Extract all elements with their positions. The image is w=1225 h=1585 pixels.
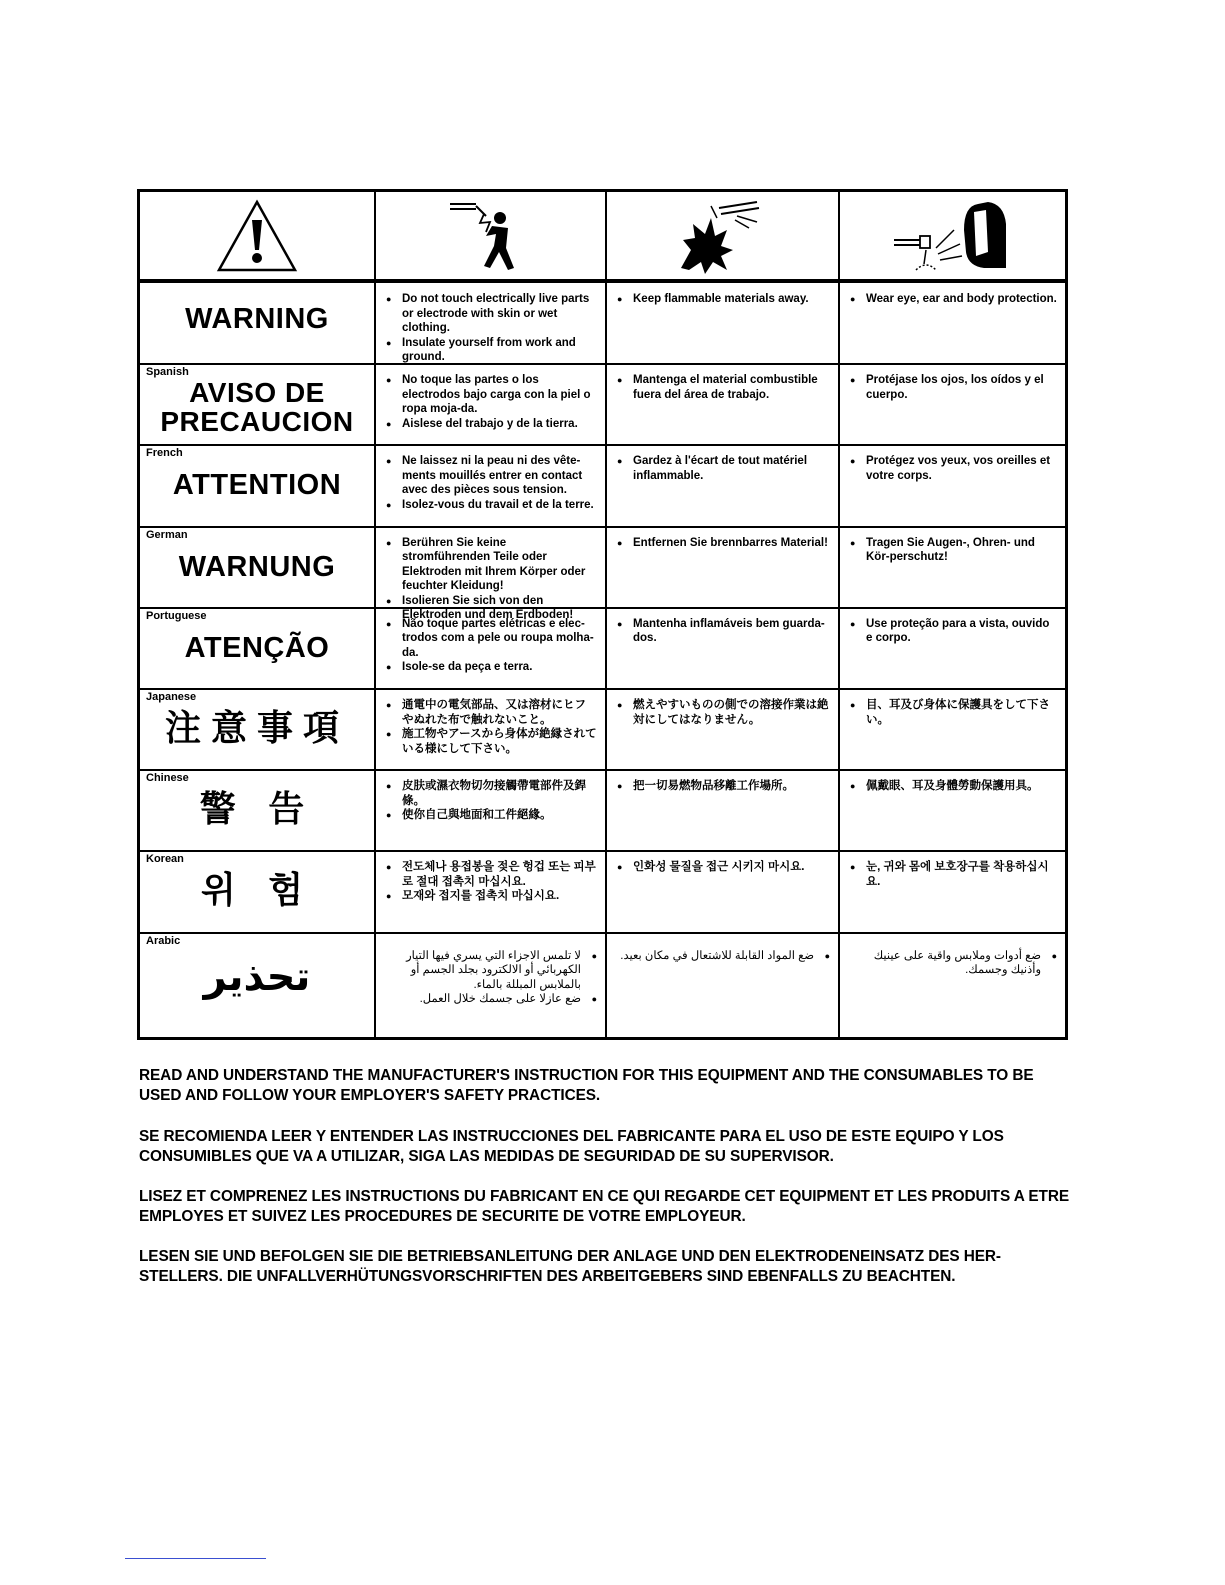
instruction-item: ● Gardez à l'écart de tout matériel inflammable. [617,454,830,483]
instruction-cell [376,689,605,770]
instruction-item: ● Insulate yourself from work and ground. [386,336,597,365]
instruction-item: ● Isole-se da peça e terra. [386,660,597,675]
warning-title: 위 험 [200,870,314,912]
language-title-cell [140,689,374,770]
instruction-cell [607,770,838,851]
instruction-paragraph: LISEZ ET COMPRENEZ LES INSTRUCTIONS DU FABRICANT EN CE QUI REGARDE CET EQUIPMENT ET LES PRODUITS A ETRE EMPLOYES ET SUIVEZ LES PROCEDURES DE SECURITE DE VOTRE EMPLOYEUR. [139,1188,1070,1225]
instruction-item: ● Do not touch electrically live parts or electrode with skin or wet clothing. [386,292,597,336]
instruction-list [617,860,830,875]
instruction-cell [840,364,1065,445]
warning-title: WARNING [185,303,329,335]
instruction-item: ● Isolez-vous du travail et de la terre. [386,498,597,513]
language-title-cell [140,608,374,689]
instruction-list [850,860,1057,889]
instruction-cell [607,445,838,526]
instruction-list [850,454,1057,483]
instruction-list [850,617,1057,646]
language-title-cell [140,527,374,608]
instruction-list [850,373,1057,402]
instruction-list [850,698,1057,727]
warning-triangle-icon-cell [140,192,374,280]
instruction-item: ● 施工物やアースから身体が絶縁されている様にして下さい。 [386,727,597,756]
instruction-item: ● 使你自己與地面和工件絕緣。 [386,808,597,823]
instruction-cell [840,851,1065,932]
instruction-cell [607,851,838,932]
instruction-cell [840,689,1065,770]
warning-title: ATTENTION [172,469,342,502]
fire-explosion-icon-cell [607,192,838,280]
instruction-item: ● Tragen Sie Augen-, Ohren- und Kör-perschutz! [850,536,1057,565]
instruction-item: ● Protéjase los ojos, los oídos y el cuerpo. [850,373,1057,402]
instruction-item: ● 佩戴眼、耳及身體勞動保護用具。 [850,779,1057,794]
instruction-list [850,949,1057,978]
instruction-item: ● Entfernen Sie brennbarres Material! [617,536,830,551]
language-title-cell [140,283,374,364]
instruction-cell [376,770,605,851]
instruction-list [386,373,597,431]
instruction-cell [607,283,838,364]
instruction-cell [376,445,605,526]
instruction-cell [840,527,1065,608]
instruction-list [617,779,830,794]
instruction-cell [607,689,838,770]
warning-title: ATENÇÃO [184,631,330,664]
instruction-item: ● Mantenha inflamáveis bem guarda-dos. [617,617,830,646]
instruction-list [617,292,830,307]
instruction-item: ● 通電中の電気部品、又は溶材にヒフやぬれた布で触れないこと。 [386,698,597,727]
instruction-item: ● ضع المواد القابلة للاشتعال في مكان بعيد. [617,949,830,964]
footer-divider [125,1558,266,1559]
language-label: Portuguese [146,609,207,622]
instruction-cell [376,851,605,932]
warning-title: 警 告 [199,789,315,831]
instruction-cell [840,283,1065,364]
instruction-item: ● لا تلمس الاجزاء التي يسري فيها التيار الكهربائي أو الالكترود بجلد الجسم أو بالملابس المبللة بالماء. [386,949,597,993]
instruction-item: ● 皮肤或濕衣物切勿接觸帶電部件及銲條。 [386,779,597,808]
instruction-item: ● Mantenga el material combustible fuera del área de trabajo. [617,373,830,402]
instruction-list [850,292,1057,307]
instruction-item: ● Isolieren Sie sich von den Elektroden und dem Erdboden! [386,594,597,623]
language-title-cell [140,445,374,526]
instruction-paragraph: READ AND UNDERSTAND THE MANUFACTURER'S INSTRUCTION FOR THIS EQUIPMENT AND THE CONSUMABLES TO BE USED AND FOLLOW YOUR EMPLOYER'S SAFETY PRACTICES. [139,1067,1034,1104]
instruction-list [617,698,830,727]
instruction-cell [607,933,838,1037]
warning-triangle-icon [215,198,299,274]
instruction-item: ● Não toque partes elétricas e elec-trodos com a pele ou roupa molha-da. [386,617,597,661]
instruction-item: ● Keep flammable materials away. [617,292,830,307]
language-label: Arabic [146,934,181,947]
instruction-cell [607,608,838,689]
instruction-cell [376,527,605,622]
instruction-list [850,779,1057,794]
warning-title: تحذير [203,954,311,999]
language-label: Chinese [146,772,189,785]
instruction-item: ● 전도체나 용접봉을 젖은 헝겁 또는 피부로 절대 접촉치 마십시요. [386,860,597,889]
instruction-paragraph: LESEN SIE UND BEFOLGEN SIE DIE BETRIEBSANLEITUNG DER ANLAGE UND DEN ELEKTRODENEINSATZ DES HER-STELLERS. DIE UNFALLVERHÜTUNGSVORSCHRIFTEN DES ARBEITGEBERS SIND EBENFALLS ZU BEACHTEN. [139,1248,1001,1285]
warning-title: AVISO DE PRECAUCION [160,377,354,438]
instruction-item: ● 目、耳及び身体に保護具をして下さい。 [850,698,1057,727]
instruction-item: ● Wear eye, ear and body protection. [850,292,1057,307]
instruction-list [386,779,597,823]
instruction-item: ● No toque las partes o los electrodos bajo carga con la piel o ropa moja-da. [386,373,597,417]
language-title-cell [140,770,374,851]
language-label: French [146,447,183,460]
instruction-item: ● ضع أدوات وملابس واقية على عينيك وأذنيك وجسمك. [850,949,1057,978]
language-title-cell [140,364,374,445]
instruction-item: ● Berühren Sie keine stromführenden Teile oder Elektroden mit Ihrem Körper oder feuchter Kleidung! [386,536,597,594]
instruction-list [386,292,597,365]
instruction-cell [607,364,838,445]
instruction-item: ● Use proteção para a vista, ouvido e corpo. [850,617,1057,646]
instruction-list [386,617,597,675]
warning-title: WARNUNG [178,550,336,583]
instruction-cell [840,608,1065,689]
language-title-cell [140,851,374,932]
fire-explosion-icon [677,196,769,276]
instruction-cell [376,364,605,445]
instruction-list [386,860,597,904]
face-shield-icon [888,196,1018,276]
language-label: Spanish [146,366,189,379]
instruction-item: ● 인화성 물질을 접근 시키지 마시요. [617,860,830,875]
language-label: German [146,528,188,541]
instruction-item: ● Aislese del trabajo y de la tierra. [386,417,597,432]
instruction-cell [840,445,1065,526]
instruction-list [617,949,830,964]
instruction-cell [840,770,1065,851]
instruction-list [617,373,830,402]
instruction-list [617,617,830,646]
electric-shock-icon-cell [376,192,605,280]
instruction-cell [607,527,838,608]
safety-warning-table [137,189,1068,1040]
instruction-cell [376,933,605,1037]
instruction-list [617,536,830,551]
language-title-cell [140,933,374,1037]
instruction-list [617,454,830,483]
instruction-cell [376,608,605,689]
language-label: Japanese [146,691,197,703]
face-shield-icon-cell [840,192,1065,280]
instruction-cell [376,283,605,364]
instruction-cell [840,933,1065,1037]
instruction-list [386,454,597,512]
instruction-list [386,949,597,1007]
instruction-list [850,536,1057,565]
instruction-paragraph: SE RECOMIENDA LEER Y ENTENDER LAS INSTRUCCIONES DEL FABRICANTE PARA EL USO DE ESTE EQUIPO Y LOS CONSUMIBLES QUE VA A UTILIZAR, SIGA LAS MEDIDAS DE SEGURIDAD DE SU SUPERVISOR. [139,1128,1004,1165]
instruction-item: ● 燃えやすいものの側での溶接作業は絶対にしてはなりません。 [617,698,830,727]
instruction-item: ● 눈, 귀와 몸에 보호장구를 착용하십시요. [850,860,1057,889]
instruction-item: ● 모재와 접지를 접촉치 마십시요. [386,889,597,904]
electric-shock-icon [446,196,536,276]
instruction-item: ● Ne laissez ni la peau ni des vête-ments mouillés entrer en contact avec des pièces sous tension. [386,454,597,498]
instruction-item: ● ضع عازلا على جسمك خلال العمل. [386,992,597,1007]
instruction-item: ● Protégez vos yeux, vos oreilles et votre corps. [850,454,1057,483]
instruction-item: ● 把一切易燃物品移離工作場所。 [617,779,830,794]
instruction-list [386,698,597,756]
language-label: Korean [146,853,184,866]
warning-title: 注意事項 [164,708,349,749]
